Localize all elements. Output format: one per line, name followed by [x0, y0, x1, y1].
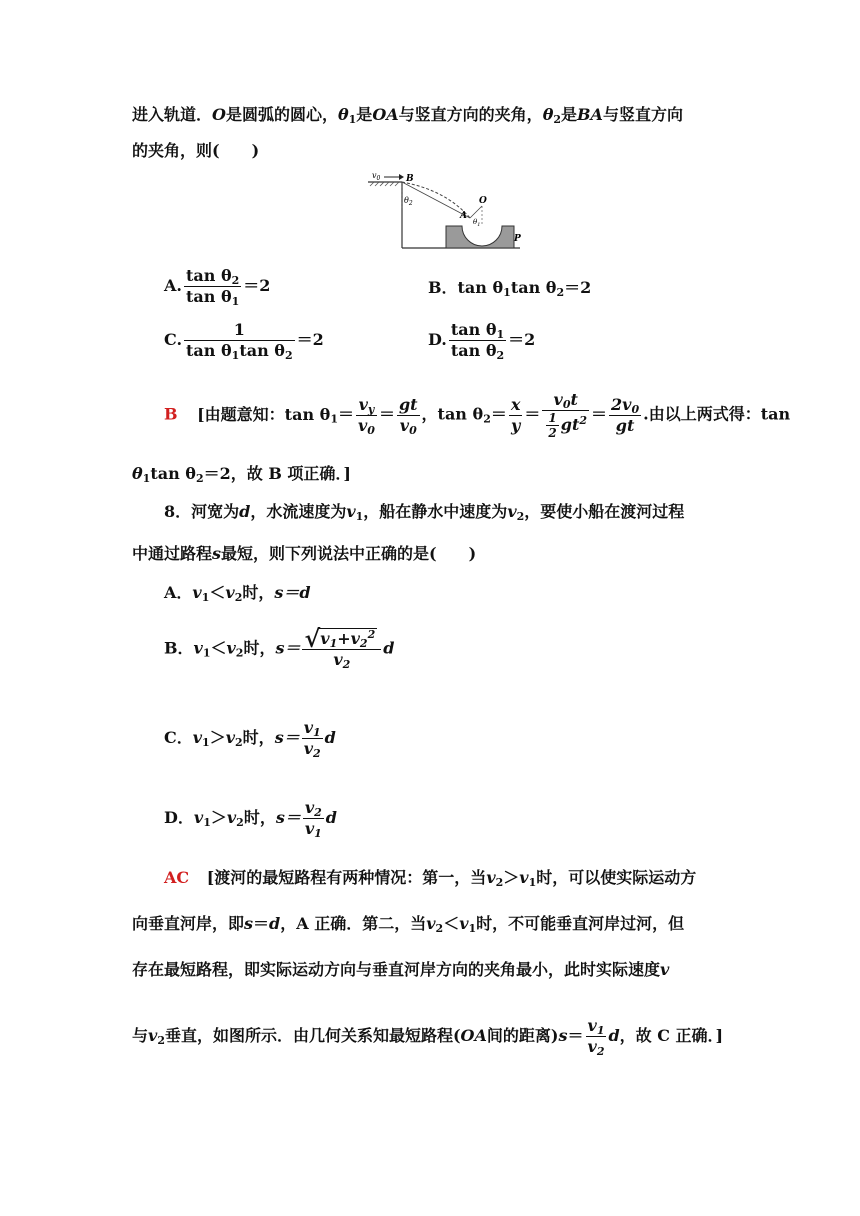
fraction: $\frac{v_2}{v_1}$ — [304, 798, 322, 840]
q8-option-D: D．$v_1>v_2$时，s＝ $\frac{v_2}{v_1}$ d — [164, 798, 337, 840]
v0-label: $v_0$ — [372, 171, 381, 182]
q7-stem-line2 — [132, 139, 259, 163]
projectile-track-figure — [366, 168, 522, 254]
segment-BA: BA — [577, 105, 603, 124]
point-P-label: P — [514, 234, 521, 244]
equals-value: ＝2 — [296, 330, 324, 349]
platform-hatch — [370, 182, 399, 186]
track-block — [446, 226, 514, 248]
subscript: 2 — [553, 113, 562, 126]
q7-stem-text: 进入轨道． — [132, 105, 213, 124]
theta2-symbol: θ — [542, 105, 554, 124]
q7-stem-line1 — [132, 103, 683, 127]
q8-stem-line1: 8．河宽为d，水流速度为$v_1$，船在静水中速度为$v_2$，要使小船在渡河过程 — [164, 502, 685, 523]
option-letter: C. — [164, 330, 183, 349]
option-letter: A. — [164, 276, 182, 295]
answer-key: AC — [164, 868, 190, 887]
q7-option-B: B．$\tan \theta_1\tan$ $\theta_2=2$ — [428, 278, 592, 299]
theta2-label: $\theta_2$ — [404, 196, 413, 207]
equals-value: ＝2 — [243, 276, 271, 295]
q7-option-D — [428, 320, 535, 361]
q8-option-A: A．$v_1<v_2$时，s＝d — [164, 583, 311, 604]
q7-answer-line1: B [由题意知：$\tan \theta_1=$ $\frac{v_y}{v_0}$ ＝ $\frac{gt}{v_0}$ ，$\tan \theta_2=$ $\frac{x}{y}$ ＝ $v_0t$ $\frac{1}{2}$ $gt^2$ ＝ $\frac{2v_0}{gt}$ .由以上两式得：tan — [164, 390, 791, 440]
q7-option-C — [164, 320, 324, 361]
fraction: $\frac{\tan \theta_2}{\tan \theta_1}$ — [185, 266, 240, 308]
theta1-symbol: θ — [337, 105, 349, 124]
fraction: $\frac{√v_1+v_2^2}{v_2}$ — [302, 628, 381, 670]
segment-OA: OA — [372, 105, 399, 124]
point-O-figure-label: O — [479, 196, 487, 206]
point-O-label: O — [212, 105, 226, 124]
option-letter: D. — [428, 330, 447, 349]
sqrt-sign: √ — [304, 624, 321, 653]
q7-stem-text: 与竖直方向的夹角， — [398, 105, 543, 124]
q7-option-A — [164, 266, 270, 307]
v0-arrowhead — [399, 174, 404, 180]
q8-answer-line4: 与$v_2$垂直，如图所示．由几何关系知最短路程(OA间的距离)s＝ $\frac{v_1}{v_2}$ d，故 C 正确．] — [132, 1016, 724, 1058]
subscript: 1 — [348, 113, 357, 126]
theta1-label: $\theta_1$ — [473, 218, 481, 228]
point-A-label: A — [460, 211, 467, 221]
point-B-label: B — [406, 174, 414, 184]
q8-answer-line3: 存在最短路程，即实际运动方向与垂直河岸方向的夹角最小，此时实际速度v — [132, 960, 670, 979]
q8-option-B: B．$v_1<v_2$时，s＝ $\frac{√v_1+v_2^2}{v_2}$ d — [164, 624, 395, 671]
q7-stem-text: 是圆弧的圆心， — [225, 105, 338, 124]
q7-answer-line2: $\theta_1\tan$ $\theta_2=2$，故 B 项正确．] — [132, 464, 351, 485]
q8-option-C: C．$v_1>v_2$时，s＝ $\frac{v_1}{v_2}$ d — [164, 718, 336, 760]
q8-answer-line2: 向垂直河岸，即s＝d，A 正确．第二，当$v_2<v_1$时，不可能垂直河岸过河，但 — [132, 914, 685, 935]
q7-stem-text: 是 — [356, 105, 373, 124]
equals-value: ＝2 — [564, 278, 592, 297]
q7-stem-text: 与竖直方向 — [602, 105, 683, 124]
equals-value: ＝2 — [508, 330, 536, 349]
q7-stem-text: 是 — [561, 105, 578, 124]
option-letter: B． — [428, 278, 458, 297]
q7-stem-text: 的夹角，则( ) — [132, 141, 260, 160]
fraction: $\frac{v_1}{v_2}$ — [587, 1016, 605, 1058]
fraction: $\frac{v_1}{v_2}$ — [303, 718, 321, 760]
line-OA — [470, 206, 482, 218]
fraction: $\frac{\tan \theta_1}{\tan \theta_2}$ — [450, 320, 505, 362]
fraction: $\frac{1}{\tan \theta_1\tan \theta_2}$ — [186, 320, 293, 362]
answer-key: B — [164, 404, 178, 424]
q8-stem-line2: 中通过路程s最短，则下列说法中正确的是( ) — [132, 544, 477, 563]
q8-answer-line1: AC [渡河的最短路程有两种情况：第一，当$v_2>v_1$时，可以使实际运动方 — [164, 868, 697, 889]
